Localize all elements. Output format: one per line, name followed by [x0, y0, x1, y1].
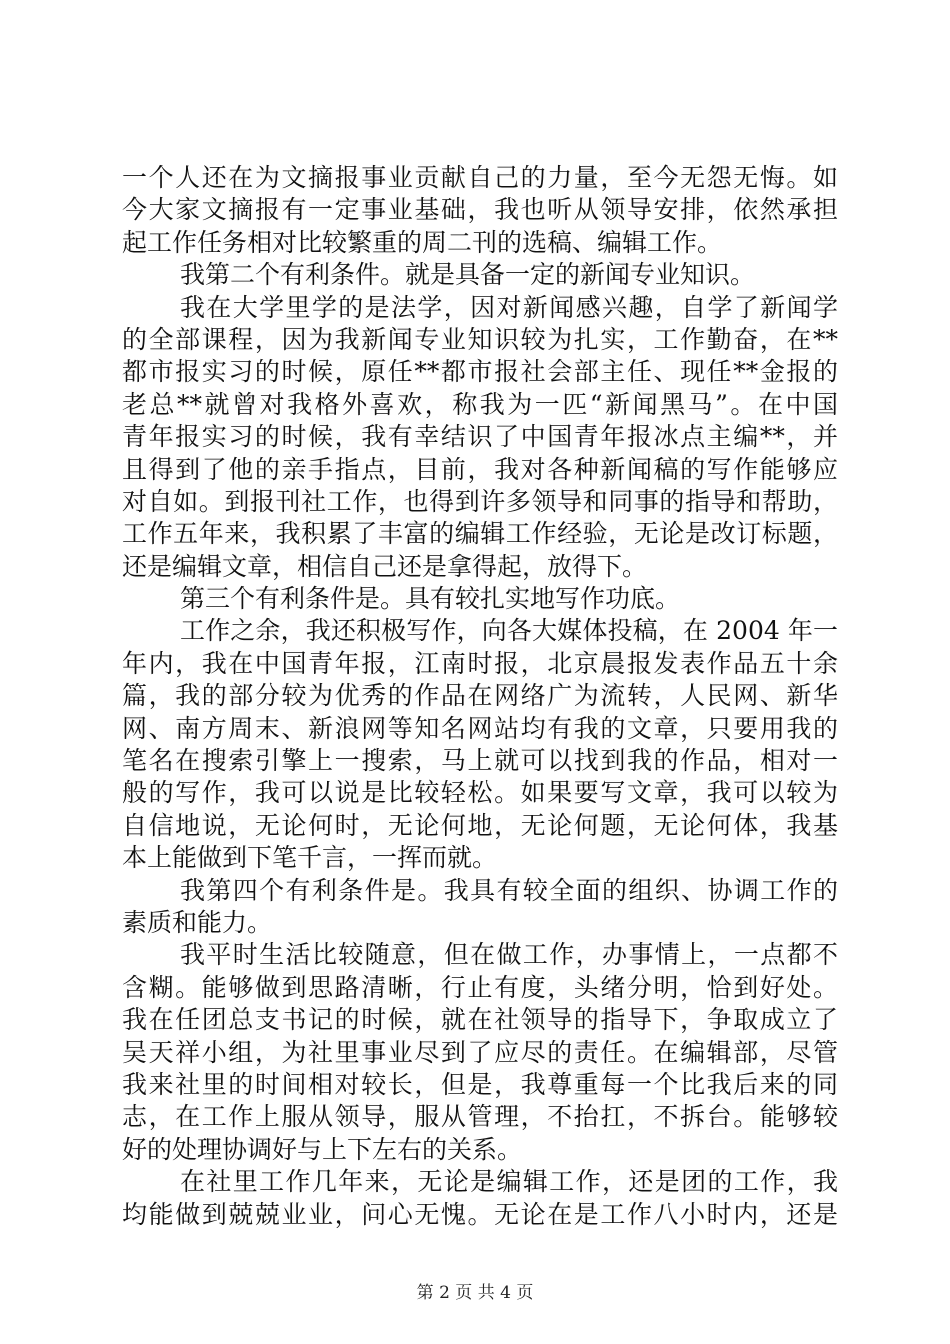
text-line: 网、南方周末、新浪网等知名网站均有我的文章，只要用我的 — [122, 713, 838, 743]
text-line: 工作之余，我还积极写作，向各大媒体投稿，在 2004 年一 — [180, 616, 838, 646]
text-line: 且得到了他的亲手指点，目前，我对各种新闻稿的写作能够应 — [122, 454, 838, 484]
page-footer: 第 2 页 共 4 页 — [416, 1283, 534, 1303]
text-line: 老总**就曾对我格外喜欢，称我为一匹“新闻黑马”。在中国 — [122, 389, 838, 419]
text-line: 般的写作，我可以说是比较轻松。如果要写文章，我可以较为 — [122, 778, 838, 808]
text-line: 我在任团总支书记的时候，就在社领导的指导下，争取成立了 — [122, 1005, 838, 1035]
text-line: 我在大学里学的是法学，因对新闻感兴趣，自学了新闻学 — [180, 292, 838, 322]
text-line: 我第四个有利条件是。我具有较全面的组织、协调工作的 — [180, 875, 838, 905]
text-line: 在社里工作几年来，无论是编辑工作，还是团的工作，我 — [180, 1167, 838, 1197]
text-line: 含糊。能够做到思路清晰，行止有度，头绪分明，恰到好处。 — [122, 972, 838, 1002]
text-line: 志，在工作上服从领导，服从管理，不抬扛，不拆台。能够较 — [122, 1102, 838, 1132]
text-line: 的全部课程，因为我新闻专业知识较为扎实，工作勤奋，在** — [122, 324, 838, 354]
document-body — [122, 162, 838, 1231]
text-line: 今大家文摘报有一定事业基础，我也听从领导安排，依然承担 — [122, 195, 838, 225]
text-line: 第三个有利条件是。具有较扎实地写作功底。 — [180, 584, 681, 614]
text-line: 还是编辑文章，相信自己还是拿得起，放得下。 — [122, 551, 648, 581]
text-line: 篇，我的部分较为优秀的作品在网络广为流转，人民网、新华 — [122, 681, 838, 711]
text-line: 我来社里的时间相对较长，但是，我尊重每一个比我后来的同 — [122, 1069, 838, 1099]
text-line: 本上能做到下笔千言，一挥而就。 — [122, 843, 498, 873]
text-line: 吴天祥小组，为社里事业尽到了应尽的责任。在编辑部，尽管 — [122, 1037, 838, 1067]
text-line: 都市报实习的时候，原任**都市报社会部主任、现任**金报的 — [122, 357, 838, 387]
text-line: 年内，我在中国青年报，江南时报，北京晨报发表作品五十余 — [122, 648, 838, 678]
text-line: 一个人还在为文摘报事业贡献自己的力量，至今无怨无悔。如 — [122, 163, 838, 192]
text-line: 工作五年来，我积累了丰富的编辑工作经验，无论是改订标题， — [122, 519, 838, 549]
text-line: 素质和能力。 — [122, 907, 273, 937]
text-line: 我第二个有利条件。就是具备一定的新闻专业知识。 — [180, 260, 756, 290]
text-line: 对自如。到报刊社工作，也得到许多领导和同事的指导和帮助， — [122, 486, 838, 516]
text-line: 均能做到兢兢业业，问心无愧。无论在是工作八小时内，还是 — [122, 1199, 838, 1229]
text-line: 好的处理协调好与上下左右的关系。 — [122, 1134, 523, 1164]
text-line: 青年报实习的时候，我有幸结识了中国青年报冰点主编**，并 — [122, 422, 838, 452]
text-line: 笔名在搜索引擎上一搜索，马上就可以找到我的作品，相对一 — [122, 746, 838, 776]
text-line: 起工作任务相对比较繁重的周二刊的选稿、编辑工作。 — [122, 227, 723, 257]
text-line: 我平时生活比较随意，但在做工作，办事情上，一点都不 — [180, 940, 838, 970]
text-line: 自信地说，无论何时，无论何地，无论何题，无论何体，我基 — [122, 810, 838, 840]
